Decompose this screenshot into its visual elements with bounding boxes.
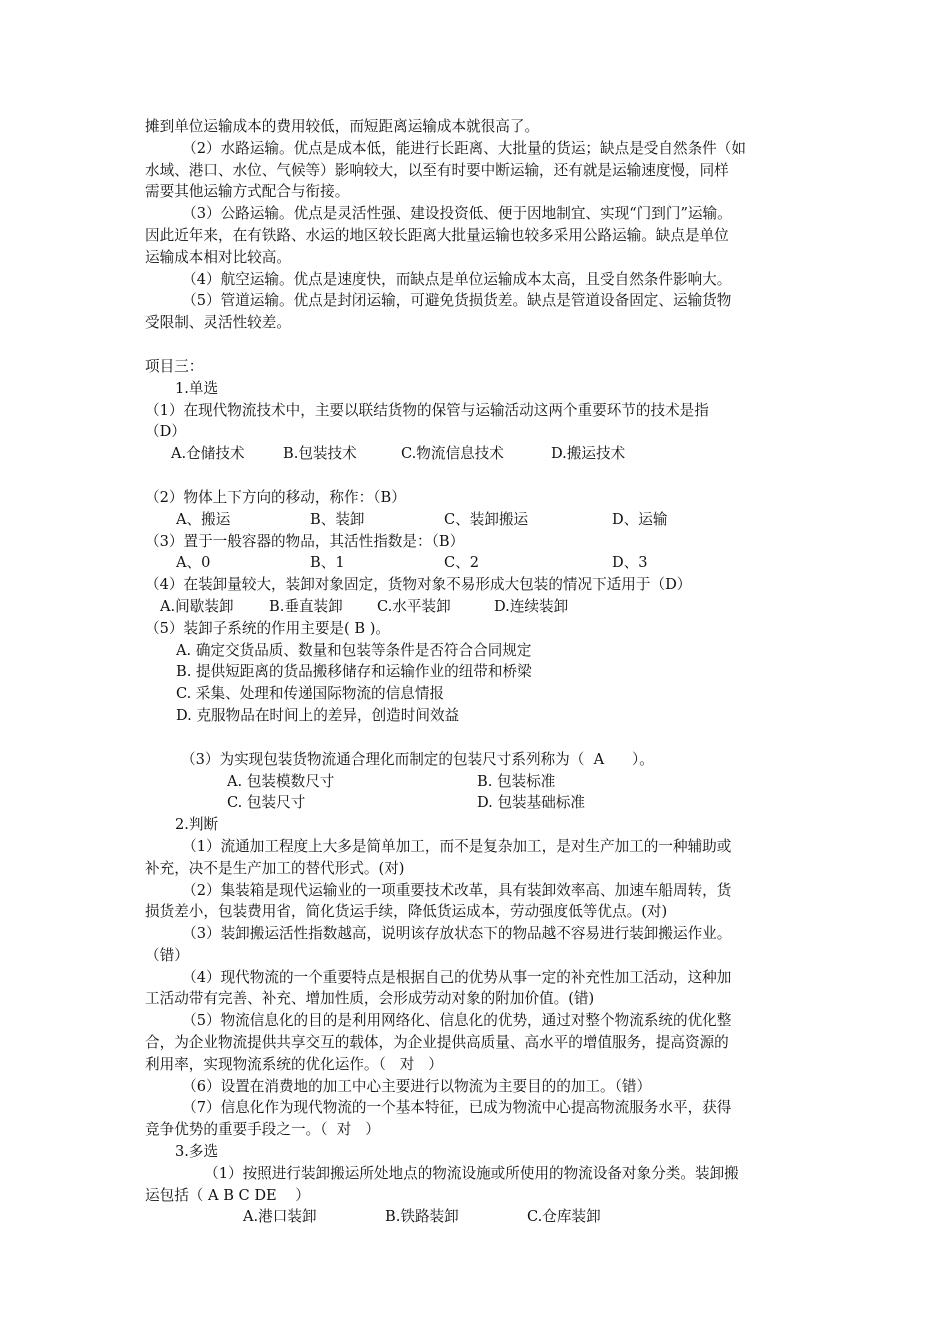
- question-text: （3）置于一般容器的物品，其活性指数是：（B）: [145, 532, 465, 550]
- question-text: （4）在装卸量较大，装卸对象固定，货物对象不易形成大包装的情况下适用于（D）: [145, 576, 692, 594]
- option: B.垂直装卸: [269, 597, 343, 615]
- spacer: [145, 334, 810, 356]
- judge-line: （2）集装箱是现代运输业的一项重要技术改革，具有装卸效率高、加速车船周转，货: [145, 881, 732, 899]
- option: C.水平装卸: [377, 597, 451, 615]
- question-text: （3）为实现包装货物流通合理化而制定的包装尺寸系列称为（ A ）。: [181, 750, 654, 768]
- text-line: （5）管道运输。优点是封闭运输，可避免货损货差。缺点是管道设备固定、运输货物: [145, 292, 732, 310]
- option: A、搬运: [176, 510, 231, 528]
- question-text: （1）按照进行装卸搬运所处地点的物流设施或所使用的物流设备对象分类。装卸搬: [167, 1164, 739, 1182]
- option-row: [145, 443, 810, 465]
- option: A、0: [176, 554, 211, 572]
- option: A.港口装卸: [243, 1208, 317, 1226]
- question-text: （5）装卸子系统的作用主要是( B )。: [145, 619, 390, 637]
- text-line: 因此近年来，在有铁路、水运的地区较长距离大批量运输也较多采用公路运输。缺点是单位: [145, 226, 729, 244]
- option: C.仓库装卸: [527, 1208, 601, 1226]
- question-text: 运包括（ A B C DE ）: [145, 1186, 310, 1204]
- judge-line: （3）装卸搬运活性指数越高，说明该存放状态下的物品越不容易进行装卸搬运作业。: [145, 925, 732, 943]
- option-row: [145, 771, 810, 793]
- option: D.连续装卸: [494, 597, 569, 615]
- option: A.仓储技术: [171, 445, 245, 463]
- judge-line: 损货差小，包装费用省，简化货运手续，降低货运成本，劳动强度低等优点。(对): [145, 903, 668, 921]
- judge-line: 补充，决不是生产加工的替代形式。(对): [145, 859, 405, 877]
- option: C. 包装尺寸: [227, 794, 306, 812]
- spacer: [145, 727, 810, 749]
- judge-line: （错）: [145, 946, 189, 964]
- option-row: [145, 596, 810, 618]
- option: C. 采集、处理和传递国际物流的信息情报: [176, 685, 445, 703]
- text-line: （4）航空运输。优点是速度快，而缺点是单位运输成本太高，且受自然条件影响大。: [145, 270, 732, 288]
- question-text: （D）: [145, 423, 186, 441]
- judge-line: （6）设置在消费地的加工中心主要进行以物流为主要目的的加工。（错）: [145, 1077, 652, 1095]
- judge-line: （4）现代物流的一个重要特点是根据自己的优势从事一定的补充性加工活动，这种加: [145, 968, 732, 986]
- text-line: （2）水路运输。优点是成本低，能进行长距离、大批量的货运；缺点是受自然条件（如: [145, 139, 746, 157]
- single-choice-heading: 1.单选: [175, 379, 219, 397]
- text-line: 需要其他运输方式配合与衔接。: [145, 183, 350, 201]
- option: B、装卸: [310, 510, 365, 528]
- judge-line: （1）流通加工程度上大多是简单加工，而不是复杂加工，是对生产加工的一种辅助或: [145, 837, 732, 855]
- option: D. 克服物品在时间上的差异，创造时间效益: [176, 706, 460, 724]
- section-title: 项目三：: [145, 357, 204, 375]
- option: B.铁路装卸: [385, 1208, 459, 1226]
- multi-choice-heading: 3.多选: [175, 1143, 219, 1161]
- option: D. 包装基础标准: [477, 794, 586, 812]
- option-row: [145, 552, 810, 574]
- judge-line: （7）信息化作为现代物流的一个基本特征，已成为物流中心提高物流服务水平，获得: [145, 1099, 732, 1117]
- text-line: 摊到单位运输成本的费用较低，而短距离运输成本就很高了。: [145, 118, 540, 135]
- option: B、1: [310, 554, 345, 572]
- judge-line: 合，为企业物流提供共享交互的载体，为企业提供高质量、高水平的增值服务，提高资源的: [145, 1034, 729, 1052]
- option: C、装卸搬运: [444, 510, 529, 528]
- option-row: [145, 792, 810, 814]
- text-line: （3）公路运输。优点是灵活性强、建设投资低、便于因地制宜、实现“门到门”运输。: [145, 205, 732, 223]
- question-text: （2）物体上下方向的移动，称作：（B）: [145, 488, 406, 506]
- text-line: 运输成本相对比较高。: [145, 248, 291, 266]
- option-row: [145, 509, 810, 531]
- option: B.包装技术: [283, 445, 357, 463]
- option: B. 提供短距离的货品搬移储存和运输作业的纽带和桥梁: [176, 663, 532, 681]
- text-line: 水域、港口、水位、气候等）影响较大，以至有时要中断运输，还有就是运输速度慢，同样: [145, 161, 729, 179]
- option: C、2: [444, 554, 480, 572]
- spacer: [145, 465, 810, 487]
- judge-line: （5）物流信息化的目的是利用网络化、信息化的优势，通过对整个物流系统的优化整: [145, 1012, 732, 1030]
- option: C.物流信息技术: [401, 445, 504, 463]
- option: A. 包装模数尺寸: [227, 772, 335, 790]
- question-text: （1）在现代物流技术中，主要以联结货物的保管与运输活动这两个重要环节的技术是指: [145, 401, 709, 419]
- option: A.间歇装卸: [160, 597, 234, 615]
- judge-line: 竞争优势的重要手段之一。（ 对 ）: [145, 1121, 380, 1139]
- judge-line: 利用率，实现物流系统的优化运作。（ 对 ）: [145, 1055, 443, 1073]
- option: D、运输: [612, 510, 668, 528]
- option: D、3: [612, 554, 648, 572]
- document-page: [145, 116, 810, 1228]
- option-row: [145, 1206, 810, 1228]
- judge-heading: 2.判断: [175, 816, 219, 834]
- option: B. 包装标准: [477, 772, 556, 790]
- judge-line: 工活动带有完善、补充、增加性质，会形成劳动对象的附加价值。(错): [145, 990, 595, 1008]
- option: A. 确定交货品质、数量和包装等条件是否符合合同规定: [176, 641, 532, 659]
- text-line: 受限制、灵活性较差。: [145, 314, 291, 332]
- option: D.搬运技术: [551, 445, 626, 463]
